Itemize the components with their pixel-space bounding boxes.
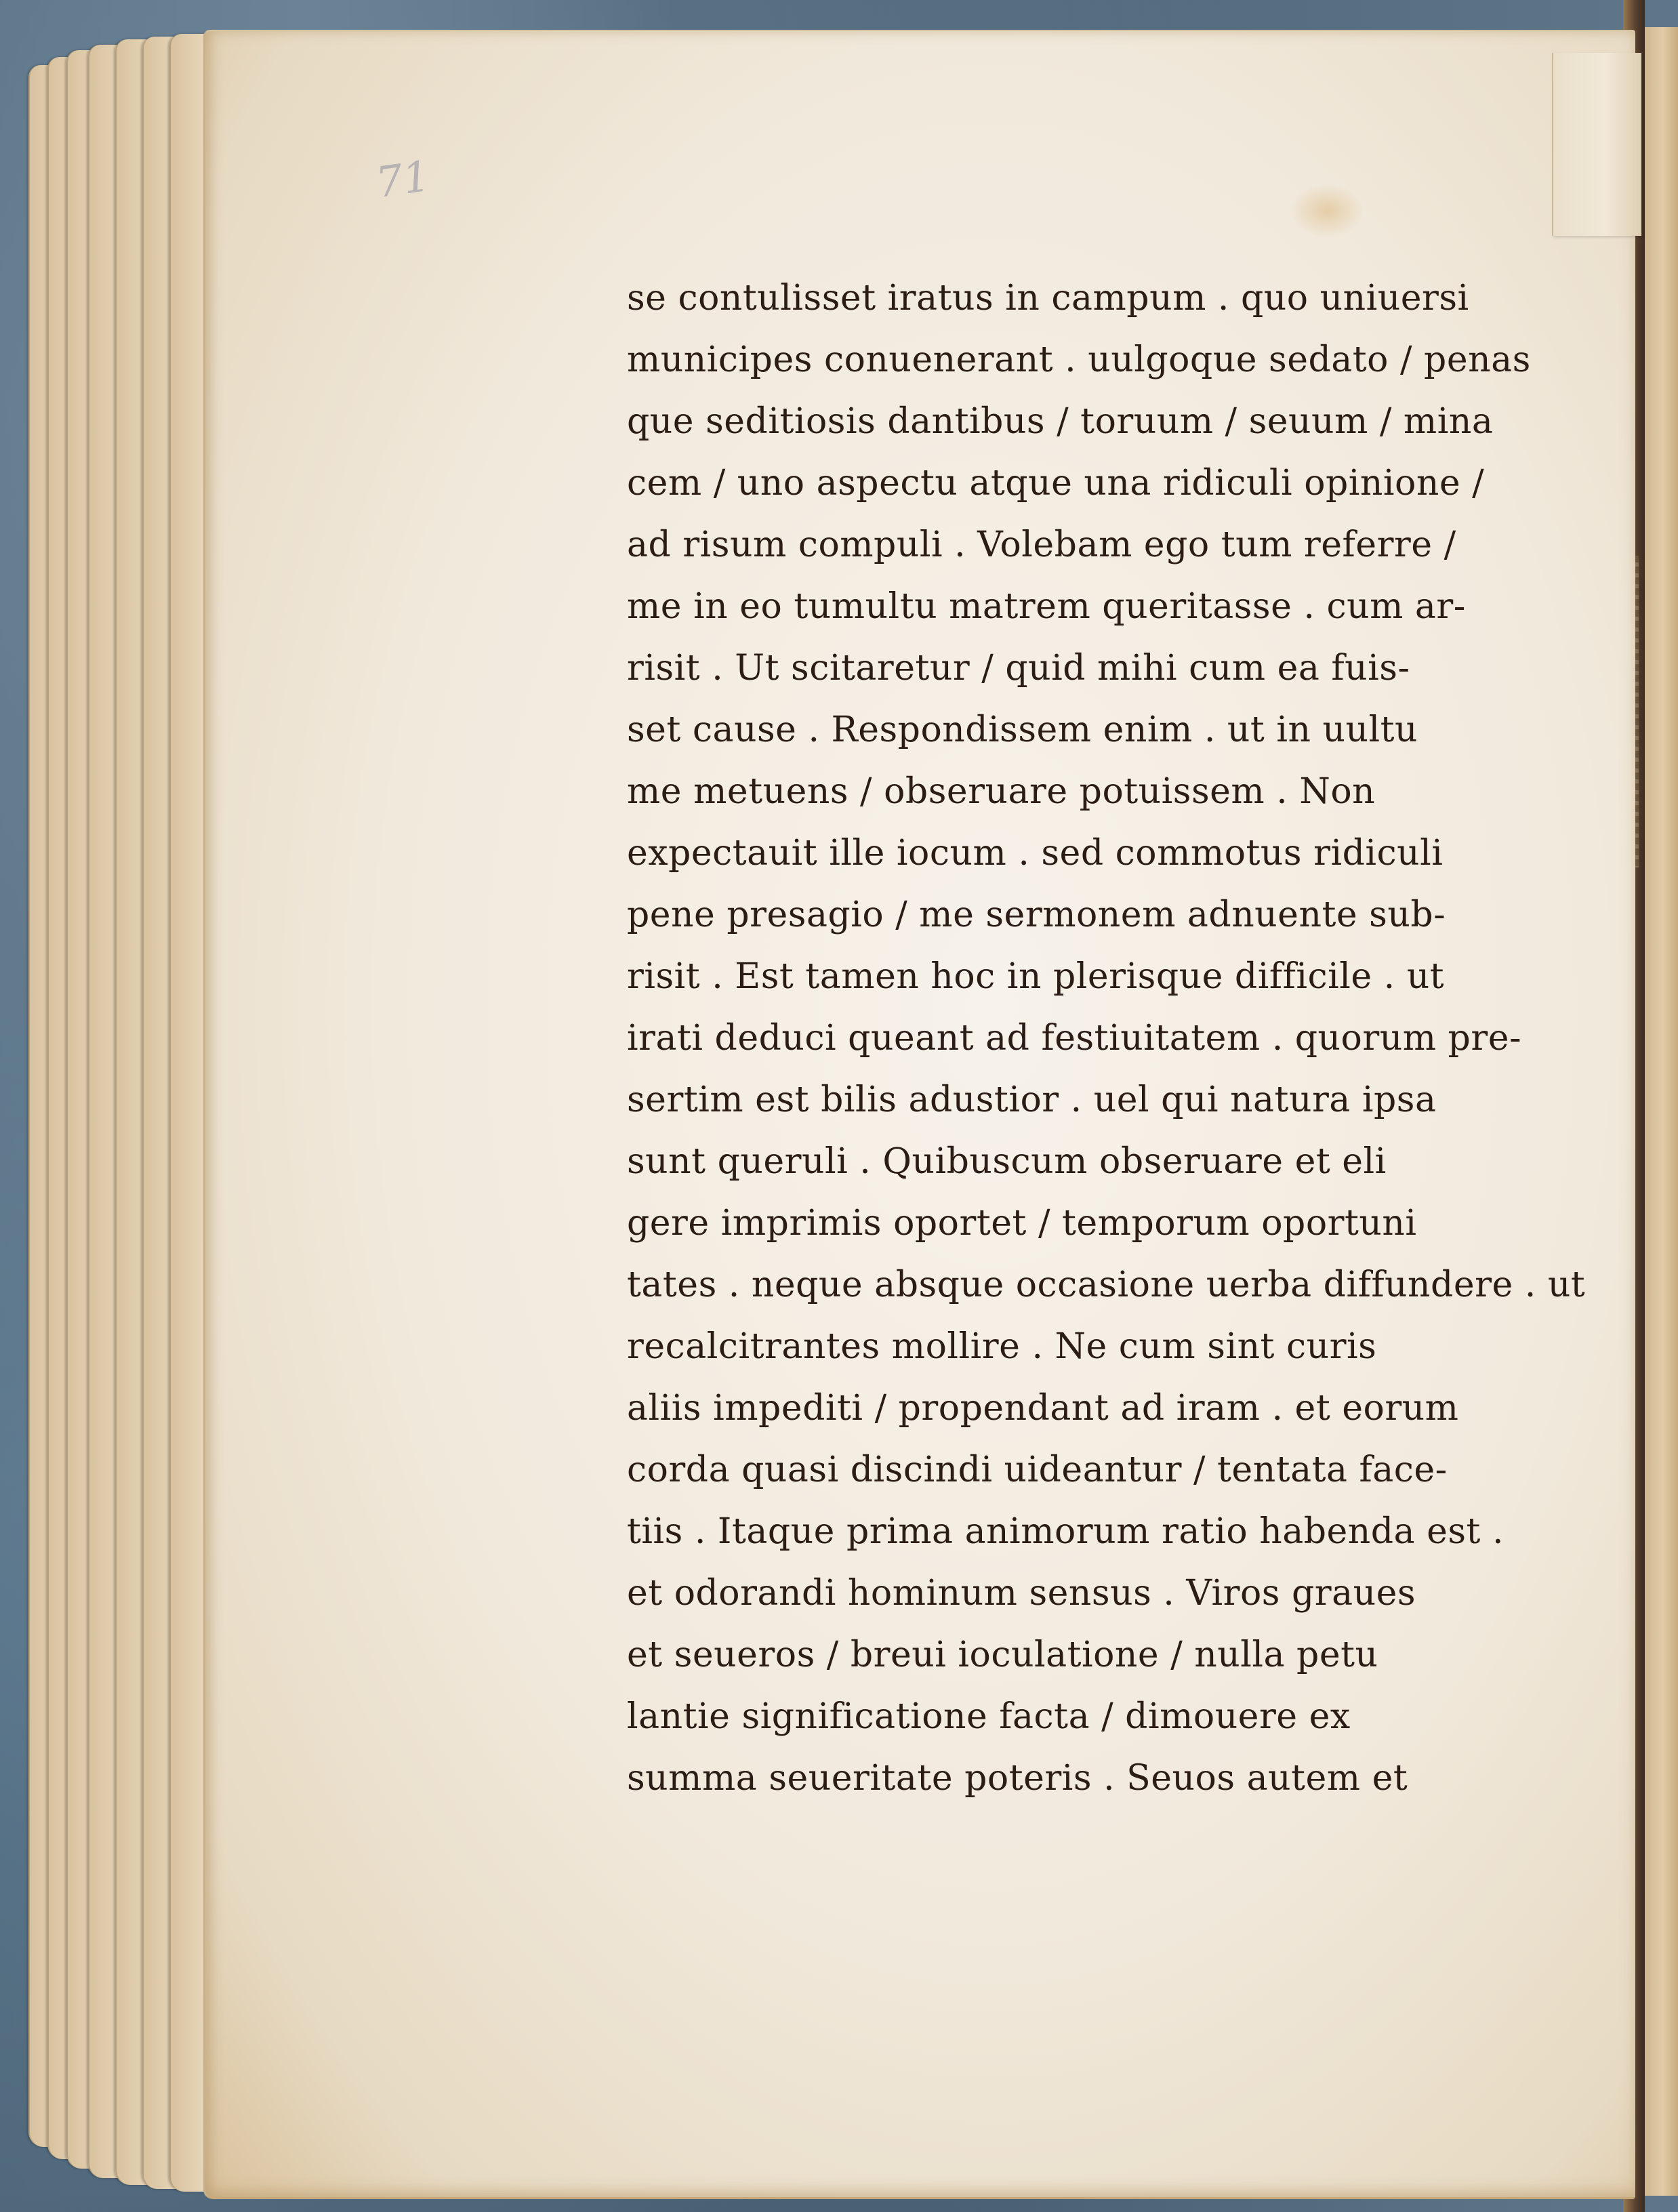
text-line: risit . Ut scitaretur / quid mihi cum ea fuis- bbox=[627, 648, 1410, 689]
text-line: et seueros / breui ioculatione / nulla petu bbox=[627, 1635, 1378, 1675]
text-line: que seditiosis dantibus / toruum / seuum / mina bbox=[627, 401, 1494, 442]
text-line: set cause . Respondissem enim . ut in uultu bbox=[627, 710, 1418, 750]
folio-number: 71 bbox=[373, 150, 433, 208]
text-line: recalcitrantes mollire . Ne cum sint curis bbox=[627, 1326, 1377, 1367]
text-line: gere imprimis oportet / temporum oportuni bbox=[627, 1203, 1417, 1244]
text-line: tiis . Itaque prima animorum ratio habenda est . bbox=[627, 1511, 1504, 1552]
text-line: tates . neque absque occasione uerba diffundere . ut bbox=[627, 1265, 1586, 1305]
text-line: se contulisset iratus in campum . quo uniuersi bbox=[627, 278, 1469, 319]
facing-page-edge bbox=[1640, 27, 1678, 2196]
text-line: pene presagio / me sermonem adnuente sub- bbox=[627, 895, 1446, 935]
text-line: me in eo tumultu matrem queritasse . cum ar- bbox=[627, 586, 1466, 627]
text-line: me metuens / obseruare potuissem . Non bbox=[627, 771, 1376, 812]
text-line: corda quasi discindi uideantur / tentata face- bbox=[627, 1450, 1448, 1490]
text-line: lantie significatione facta / dimouere ex bbox=[627, 1696, 1351, 1737]
text-line: summa seueritate poteris . Seuos autem et bbox=[627, 1758, 1408, 1799]
water-stain bbox=[1290, 184, 1364, 238]
text-line: municipes conuenerant . uulgoque sedato / penas bbox=[627, 340, 1531, 380]
text-line: expectauit ille iocum . sed commotus ridiculi bbox=[627, 833, 1444, 874]
text-block bbox=[627, 268, 1586, 1809]
text-line: sertim est bilis adustior . uel qui natura ipsa bbox=[627, 1080, 1437, 1120]
paper-tab bbox=[1552, 53, 1641, 236]
text-line: et odorandi hominum sensus . Viros graues bbox=[627, 1573, 1416, 1614]
text-line: cem / uno aspectu atque una ridiculi opinione / bbox=[627, 463, 1485, 504]
text-line: ad risum compuli . Volebam ego tum referre / bbox=[627, 525, 1456, 565]
text-line: risit . Est tamen hoc in plerisque difficile . ut bbox=[627, 956, 1445, 997]
text-line: aliis impediti / propendant ad iram . et eorum bbox=[627, 1388, 1459, 1429]
text-line: sunt queruli . Quibuscum obseruare et eli bbox=[627, 1141, 1387, 1182]
text-line: irati deduci queant ad festiuitatem . quorum pre- bbox=[627, 1018, 1522, 1059]
